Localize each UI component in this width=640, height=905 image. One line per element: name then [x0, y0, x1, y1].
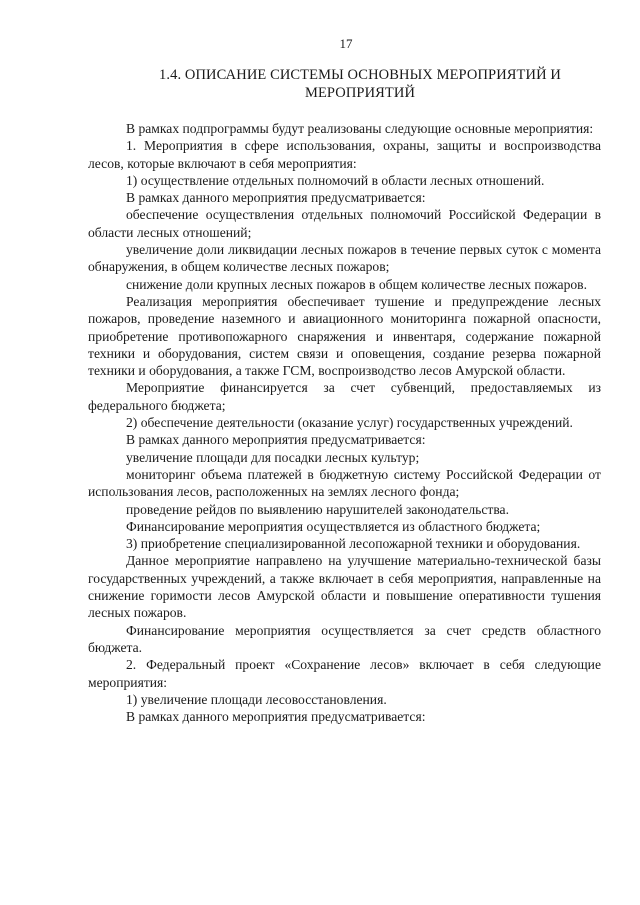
page-number: 17: [339, 36, 353, 51]
paragraph: 2. Федеральный проект «Сохранение лесов» включает в себя следующие мероприятия:: [88, 657, 601, 690]
paragraph: мониторинг объема платежей в бюджетную систему Российской Федерации от использования лесов, расположенных на землях лесного фонда;: [88, 466, 601, 500]
paragraph: обеспечение осуществления отдельных полномочий Российской Федерации в области лесных отношений;: [88, 207, 601, 240]
paragraph: 1. Мероприятия в сфере использования, охраны, защиты и воспроизводства лесов, которые включают в себя мероприятия:: [88, 138, 601, 171]
paragraph: Данное мероприятие направлено на улучшение материально-технической базы государственных учреждений, а также включает в себя мероприятия, направленные на снижение горимости лесов Амурской области и повышение оперативности тушения лесных пожаров.: [88, 553, 601, 621]
document-body: [88, 120, 601, 725]
paragraph: В рамках данного мероприятия предусматривается:: [126, 190, 426, 206]
paragraph: 1) осуществление отдельных полномочий в области лесных отношений.: [126, 172, 545, 188]
paragraph: проведение рейдов по выявлению нарушителей законодательства.: [126, 501, 509, 517]
paragraph: 1) увеличение площади лесовосстановления.: [126, 691, 387, 707]
paragraph: Мероприятие финансируется за счет субвенций, предоставляемых из федерального бюджета;: [88, 380, 601, 413]
paragraph: увеличение доли ликвидации лесных пожаров в течение первых суток с момента обнаружения, в общем количестве лесных пожаров;: [88, 242, 601, 275]
paragraph: В рамках данного мероприятия предусматривается:: [126, 432, 426, 448]
paragraph: В рамках подпрограммы будут реализованы следующие основные мероприятия:: [126, 121, 594, 136]
paragraph: 3) приобретение специализированной лесопожарной техники и оборудования.: [126, 536, 581, 552]
paragraph: В рамках данного мероприятия предусматривается:: [126, 709, 426, 725]
section-heading-line-2: МЕРОПРИЯТИЙ: [304, 85, 416, 101]
section-heading: [150, 66, 570, 102]
paragraph: увеличение площади для посадки лесных культур;: [126, 449, 420, 465]
section-heading-line-1: 1.4. ОПИСАНИЕ СИСТЕМЫ ОСНОВНЫХ МЕРОПРИЯТИЙ И: [159, 67, 561, 83]
paragraph: Реализация мероприятия обеспечивает тушение и предупреждение лесных пожаров, проведение наземного и авиационного мониторинга пожарной опасности, приобретение противопожарного снаряжения и инвентаря, содержание пожарной техники и оборудования, систем связи и оповещения, создание резерва пожарной техники и оборудования, а также ГСМ, воспроизводство лесов Амурской области.: [88, 293, 601, 379]
paragraph: снижение доли крупных лесных пожаров в общем количестве лесных пожаров.: [126, 276, 587, 292]
paragraph: Финансирование мероприятия осуществляется из областного бюджета;: [126, 518, 541, 534]
paragraph: 2) обеспечение деятельности (оказание услуг) государственных учреждений.: [126, 415, 573, 431]
paragraph: Финансирование мероприятия осуществляется за счет средств областного бюджета.: [88, 622, 601, 655]
